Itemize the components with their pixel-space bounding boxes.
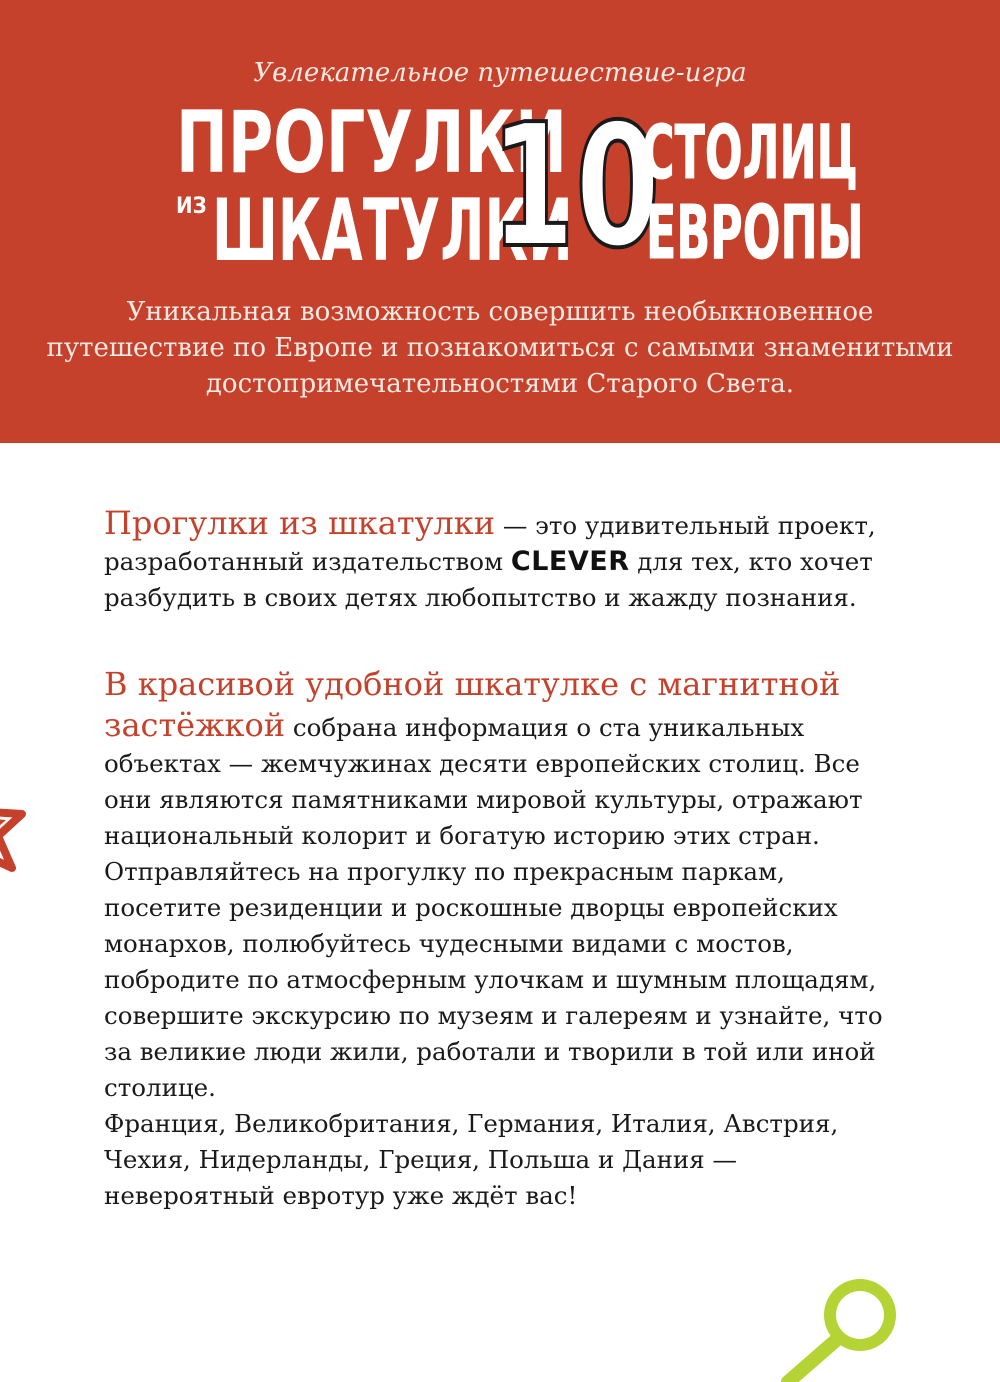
title-caption-evropy: ЕВРОПЫ (646, 190, 864, 276)
intro-text-1: — это удивительный проект, разработанный издательством (104, 511, 876, 576)
title-word-iz: ИЗ (176, 194, 207, 219)
main-text (104, 505, 904, 1214)
intro-paragraph (104, 505, 904, 616)
description-accent: В красивой удобной шкатулке с магнитной застёжкой (104, 665, 841, 744)
header-banner (0, 0, 1000, 443)
description-text: собрана информация о ста уникальных объектах — жемчужинах десяти европейских столиц. Все они являются памятниками мировой культуры, отражают национальный колорит и богатую историю этих стран. Отправляйтесь на прогулку по прекрасным паркам, посетите резиденции и роскошные дворцы европейских монархов, полюбуйтесь чудесными видами с мостов, побродите по атмосферным улочкам и шумным площадям, совершите экскурсию по музеям и галереям и узнайте, что за великие люди жили, работали и творили в той или иной столице. (104, 713, 883, 1102)
book-title (0, 88, 1000, 286)
publisher-brand: CLEVER (510, 546, 630, 577)
intro-text-2: для тех, кто хочет разбудить в своих детях любопытство и жажду познания. (104, 547, 873, 612)
magnifier-icon (780, 1275, 910, 1382)
banner-kicker: Увлекательное путешествие-игра (253, 58, 747, 88)
description-paragraph (104, 664, 904, 1106)
title-number: 10 (490, 88, 661, 286)
title-word-progulki: ПРОГУЛКИ (176, 93, 567, 193)
banner-description: Уникальная возможность совершить необыкновенное путешествие по Европе и познакомиться с самыми знаменитыми достопримечательностями Старого Света. (46, 297, 954, 399)
title-caption-stolits: СТОЛИЦ (642, 110, 858, 196)
countries-paragraph: Франция, Великобритания, Германия, Италия, Австрия, Чехия, Нидерланды, Греция, Польша и Дания — невероятный евротур уже ждёт вас! (104, 1109, 839, 1210)
title-word-shkatulki: ШКАТУЛКИ (212, 181, 573, 281)
star-icon (0, 770, 60, 900)
intro-accent: Прогулки из шкатулки (104, 504, 496, 542)
